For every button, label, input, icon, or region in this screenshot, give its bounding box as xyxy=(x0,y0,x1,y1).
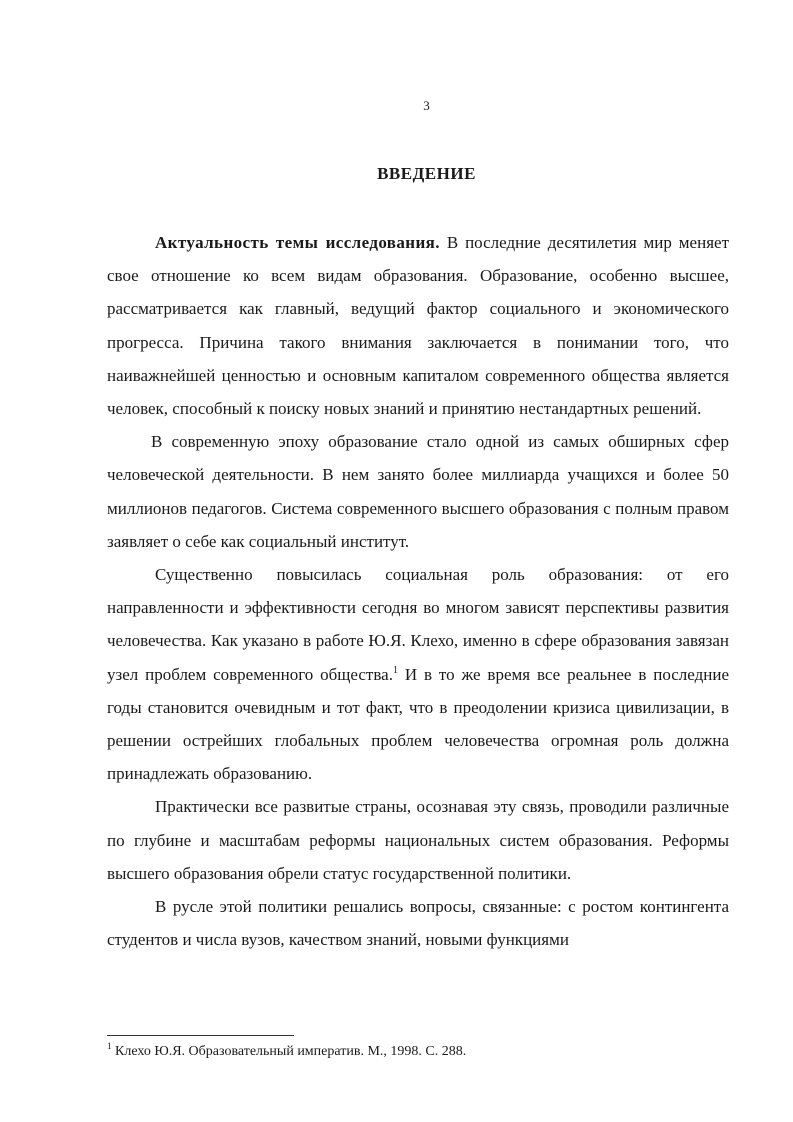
page-number: 3 xyxy=(423,98,430,113)
footnote-marker: 1 xyxy=(107,1041,112,1051)
paragraph-text: В современную эпоху образование стало одной из самых обширных сфер человеческой деятельности. В нем занято более миллиарда учащихся и более 50 миллионов педагогов. Система современного высшего образования с полным правом заявляет о себе как социальный институт. xyxy=(107,432,729,551)
footnote xyxy=(107,1041,707,1060)
paragraph xyxy=(107,790,729,890)
paragraph xyxy=(107,226,729,425)
page-title: ВВЕДЕНИЕ xyxy=(377,164,476,183)
paragraph xyxy=(107,558,729,790)
paragraph-text: В русле этой политики решались вопросы, связанные: с ростом контингента студентов и числа вузов, качеством знаний, новыми функциями xyxy=(107,897,729,950)
paragraph-lead-in: Актуальность темы исследования. xyxy=(155,233,440,252)
paragraph-text: И в то же время все реальнее в последние годы становится очевидным и тот факт, что в преодолении кризиса цивилизации, в решении острейших глобальных проблем человечества огромная роль должна принадлежать образованию. xyxy=(107,664,729,784)
paragraph-text: Существенно повысилась социальная роль образования: от его направленности и эффективности сегодня во многом зависят перспективы развития человечества. Как указано в работе Ю.Я. Клехо, именно в сфере образования завязан узел проблем современного общества. xyxy=(107,565,729,684)
footnote-divider xyxy=(107,1035,294,1036)
paragraph xyxy=(107,890,729,956)
paragraph-text: В последние десятилетия мир меняет свое отношение ко всем видам образования. Образование, особенно высшее, рассматривается как главный, ведущий фактор социального и экономического прогресса. Причина такого внимания заключается в понимании того, что наиважнейшей ценностью и основным капиталом современного общества является человек, способный к поиску новых знаний и принятию нестандартных решений. xyxy=(107,233,729,419)
footnote-reference: 1 xyxy=(392,664,398,676)
footnote-text: Клехо Ю.Я. Образовательный императив. М., 1998. С. 288. xyxy=(111,1044,467,1059)
paragraph-text: Практически все развитые страны, осознавая эту связь, проводили различные по глубине и масштабам реформы национальных систем образования. Реформы высшего образования обрели статус государственной политики. xyxy=(107,797,729,883)
body-text xyxy=(107,226,729,956)
paragraph xyxy=(107,425,729,558)
